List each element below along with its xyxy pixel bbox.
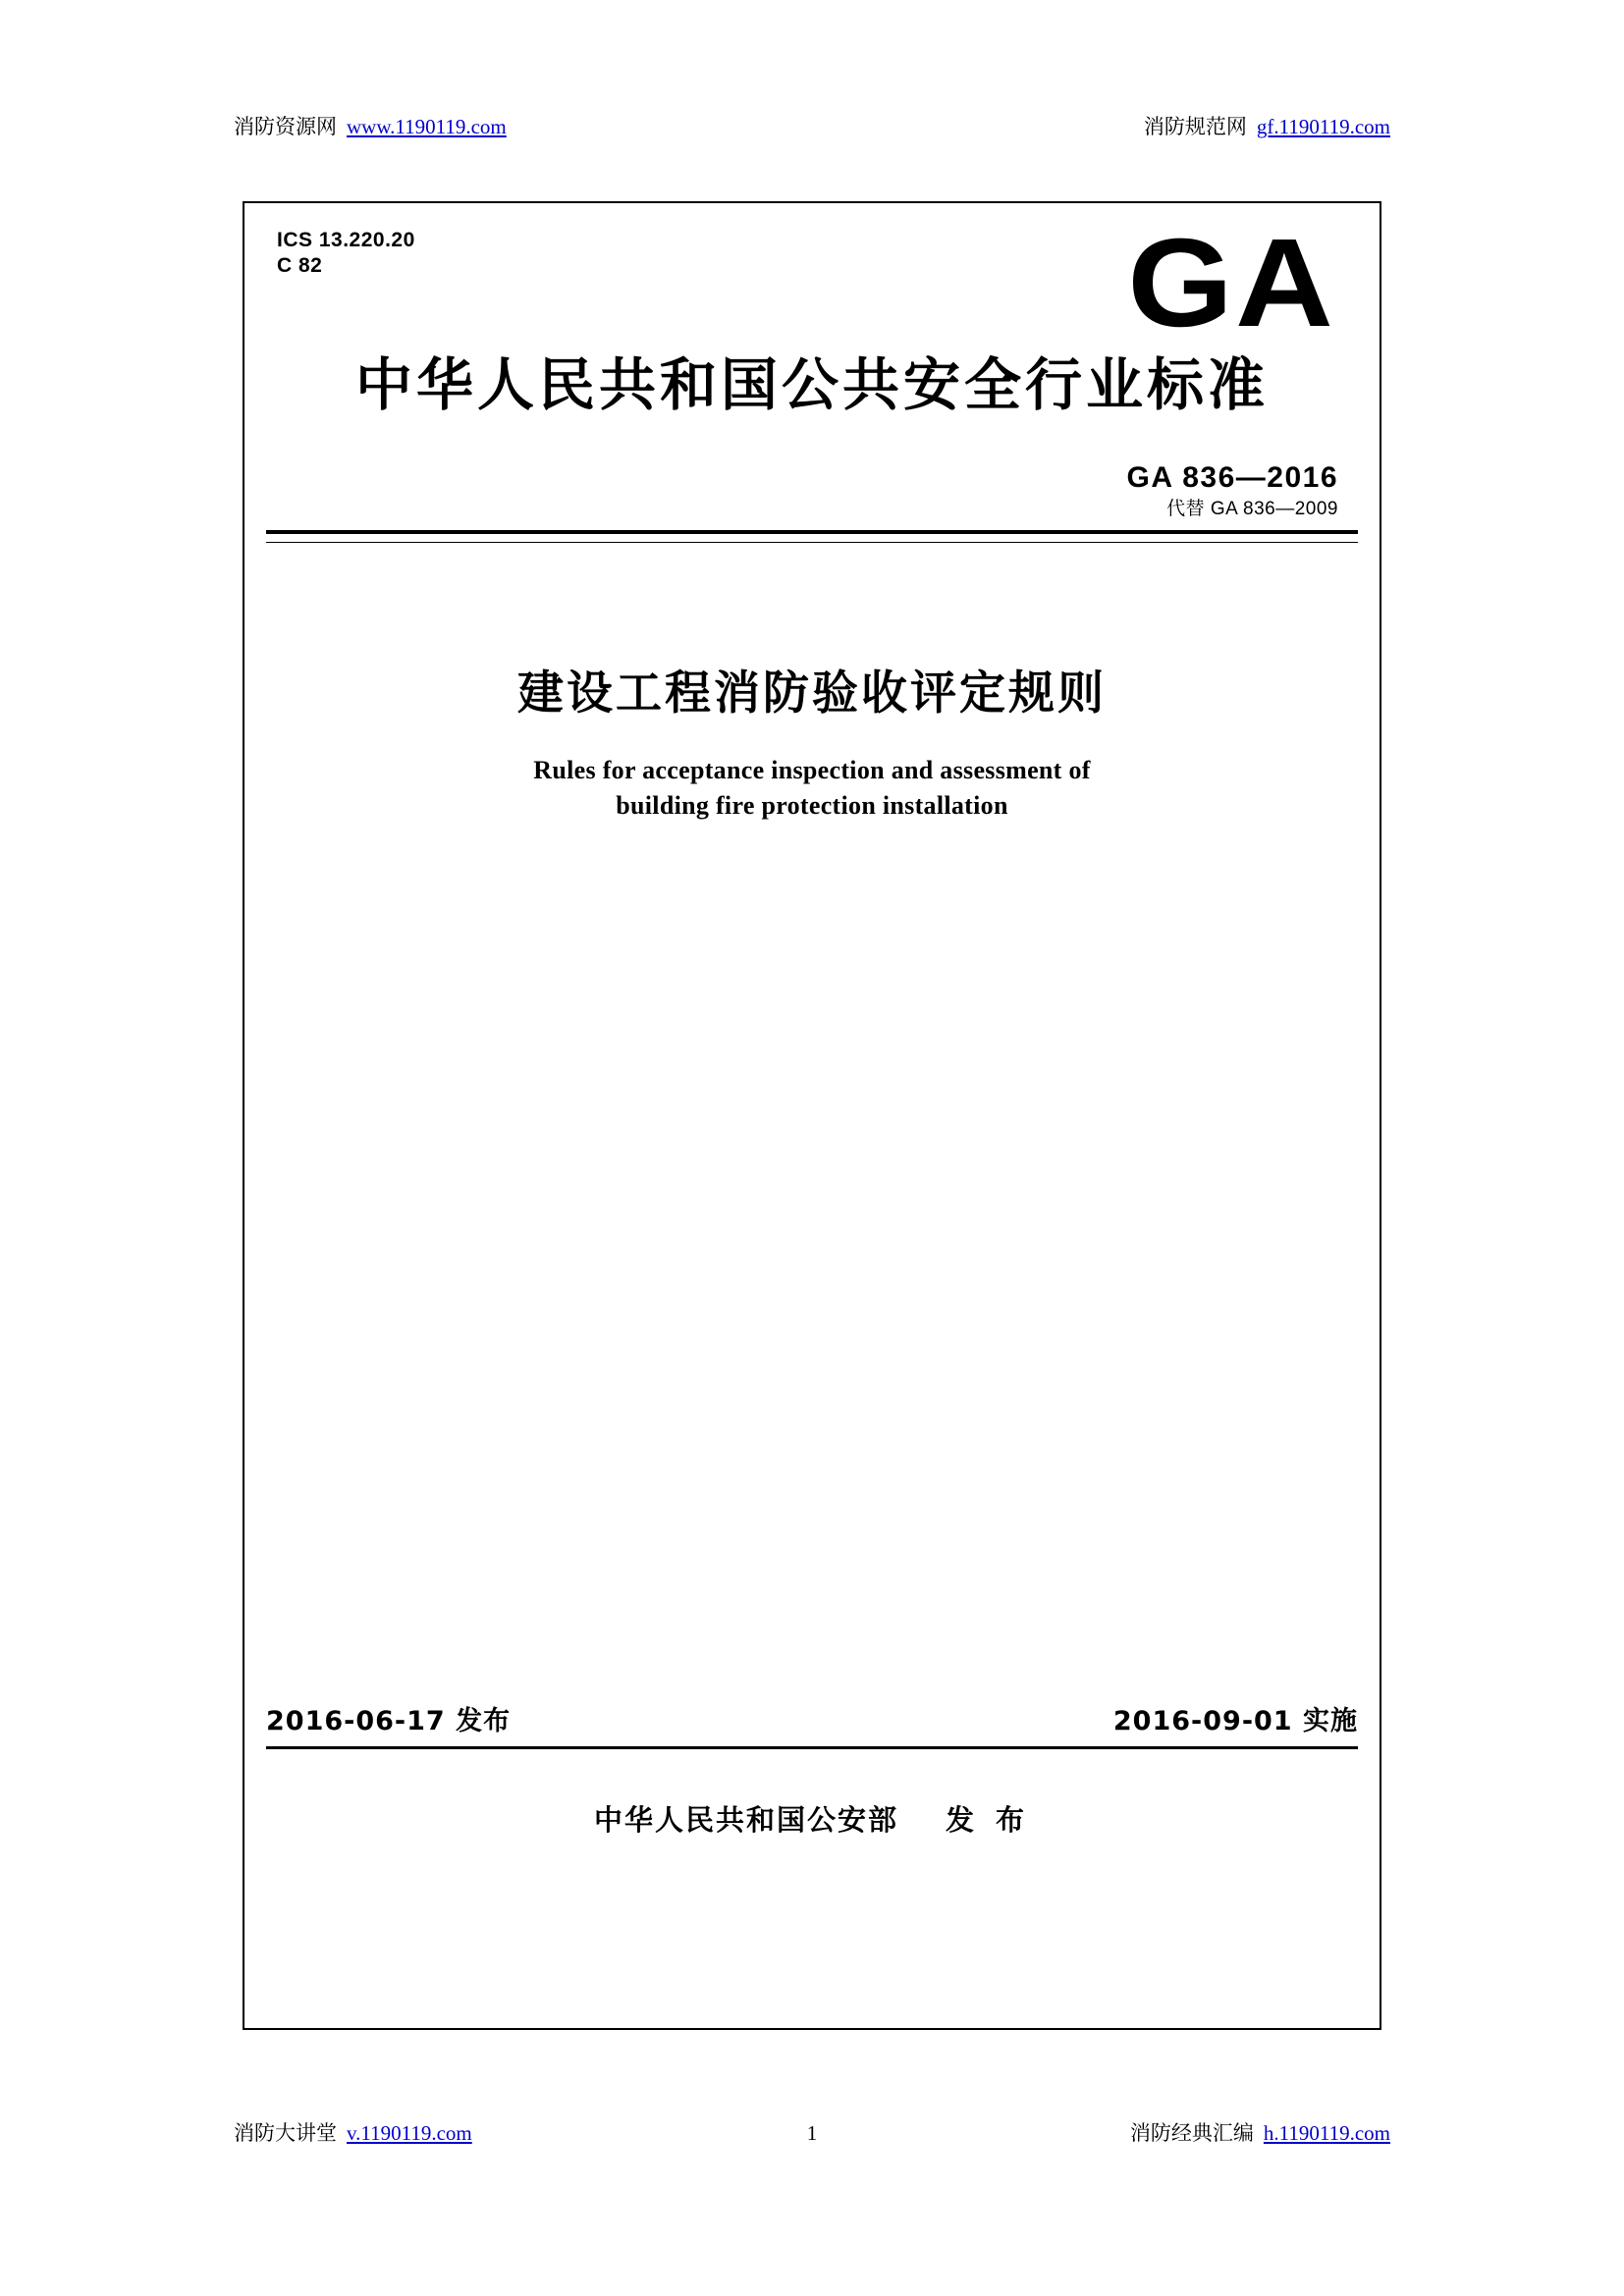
standard-replaces: 代替 GA 836—2009 — [1166, 499, 1338, 519]
footer-right-group — [1130, 2118, 1390, 2148]
standard-number: GA 836—2016 — [1126, 461, 1338, 494]
footer-left-label: 消防大讲堂 — [234, 2121, 337, 2145]
standard-number-block — [1126, 460, 1338, 521]
header-left-group — [234, 112, 507, 147]
date-row — [266, 1699, 1358, 1737]
footer-left-link[interactable]: v.1190119.com — [347, 2121, 472, 2145]
footer-right-link[interactable]: h.1190119.com — [1263, 2121, 1390, 2145]
document-title-english-line2: building fire protection installation — [616, 791, 1008, 820]
ics-code: ICS 13.220.20 — [277, 229, 415, 251]
standard-cover-frame — [243, 201, 1381, 2030]
footer-right-label: 消防经典汇编 — [1129, 2121, 1254, 2145]
header-left-label: 消防资源网 — [234, 115, 337, 138]
issue-date: 2016-06-17 发布 — [266, 1706, 512, 1736]
divider-thin — [266, 542, 1358, 543]
ics-classification-block — [277, 228, 415, 279]
ccs-code: C 82 — [277, 254, 323, 277]
publisher-line — [244, 1798, 1380, 1839]
page-header — [0, 112, 1624, 147]
divider-bottom — [266, 1746, 1358, 1749]
header-right-link[interactable]: gf.1190119.com — [1256, 115, 1390, 138]
header-left-link[interactable]: www.1190119.com — [347, 115, 507, 138]
header-right-label: 消防规范网 — [1143, 115, 1247, 138]
page-number: 1 — [806, 2121, 818, 2145]
publisher-name: 中华人民共和国公安部 — [593, 1803, 898, 1837]
ga-logo: GA — [1127, 213, 1335, 353]
publisher-verb: 发 布 — [945, 1803, 1031, 1837]
page-footer — [0, 2118, 1624, 2154]
effective-date: 2016-09-01 实施 — [1112, 1706, 1358, 1736]
header-right-group — [1144, 112, 1390, 147]
divider-thick — [266, 530, 1358, 534]
document-title-chinese: 建设工程消防验收评定规则 — [517, 667, 1107, 721]
document-title-english-line1: Rules for acceptance inspection and assessment of — [533, 756, 1091, 784]
document-title-english — [244, 753, 1380, 824]
standard-organization-title: 中华人民共和国公共安全行业标准 — [354, 351, 1269, 418]
